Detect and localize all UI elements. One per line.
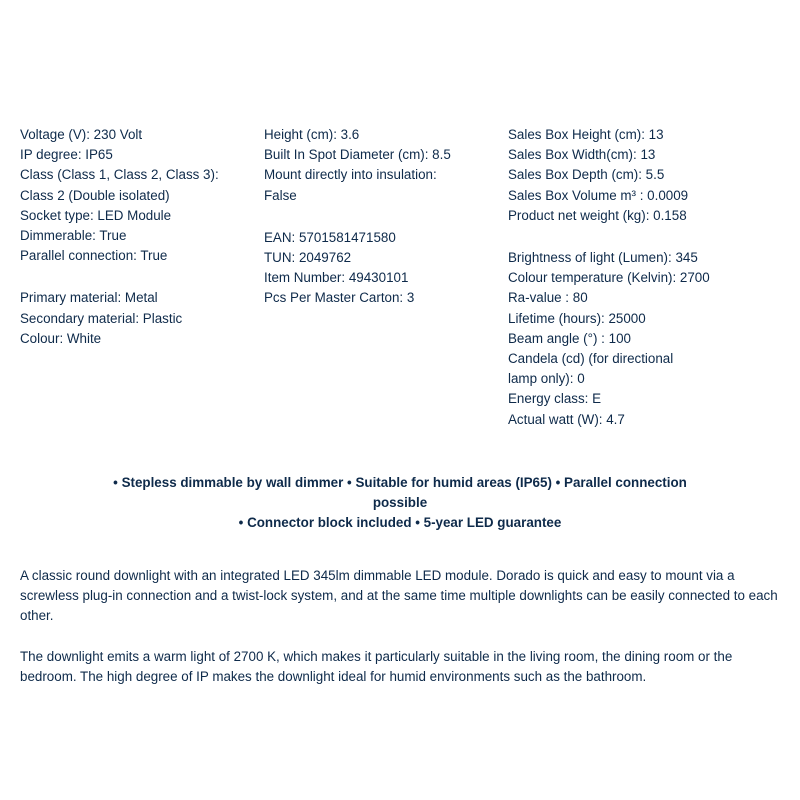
spec-box-volume: Sales Box Volume m³ : 0.0009: [508, 187, 689, 203]
spec-spacer: [20, 266, 219, 288]
spec-column-electrical: [20, 125, 219, 349]
spec-voltage: Voltage (V): 230 Volt: [20, 127, 143, 142]
spec-spot-diameter: Built In Spot Diameter (cm): 8.5: [264, 147, 451, 163]
description-paragraph: A classic round downlight with an integrated LED 345lm dimmable LED module. Dorado is quick and easy to mount via a screwless plug-in connection and a twist-lock system, and at the same time multiple downlights can be easily connected to each other.: [20, 568, 778, 624]
spec-ip-degree: IP degree: IP65: [20, 147, 113, 163]
spec-pcs-per-carton: Pcs Per Master Carton: 3: [264, 290, 415, 306]
spec-secondary-material: Secondary material: Plastic: [20, 310, 183, 326]
spec-parallel-connection: Parallel connection: True: [20, 248, 168, 264]
feature-line: possible: [372, 495, 428, 511]
spec-colour-temperature: Colour temperature (Kelvin): 2700: [508, 270, 710, 286]
spec-class-value: Class 2 (Double isolated): [20, 187, 170, 203]
spec-ean: EAN: 5701581471580: [264, 229, 396, 245]
spec-spacer: [508, 226, 710, 248]
spec-lifetime: Lifetime (hours): 25000: [508, 310, 646, 326]
spec-height: Height (cm): 3.6: [264, 127, 360, 142]
spec-brightness: Brightness of light (Lumen): 345: [508, 250, 698, 266]
spec-spacer: [264, 206, 451, 228]
spec-energy-class: Energy class: E: [508, 391, 602, 407]
spec-box-depth: Sales Box Depth (cm): 5.5: [508, 167, 665, 183]
spec-ra-value: Ra-value : 80: [508, 290, 588, 306]
spec-box-width: Sales Box Width(cm): 13: [508, 147, 656, 163]
spec-beam-angle: Beam angle (°) : 100: [508, 330, 631, 346]
feature-line: • Stepless dimmable by wall dimmer • Suitable for humid areas (IP65) • Parallel connection: [113, 475, 687, 490]
spec-socket-type: Socket type: LED Module: [20, 207, 172, 223]
spec-net-weight: Product net weight (kg): 0.158: [508, 207, 687, 223]
spec-insulation-value: False: [264, 187, 297, 203]
spec-actual-watt: Actual watt (W): 4.7: [508, 411, 625, 427]
spec-candela-label: Candela (cd) (for directional: [508, 351, 674, 367]
spec-tun: TUN: 2049762: [264, 250, 352, 266]
spec-primary-material: Primary material: Metal: [20, 290, 158, 306]
spec-dimmerable: Dimmerable: True: [20, 228, 127, 244]
spec-column-packaging-light: [508, 125, 710, 430]
feature-highlights: [80, 473, 720, 534]
spec-candela-value: lamp only): 0: [508, 371, 585, 387]
spec-column-dimensions: [264, 125, 451, 309]
spec-box-height: Sales Box Height (cm): 13: [508, 127, 664, 142]
spec-class-label: Class (Class 1, Class 2, Class 3):: [20, 167, 219, 183]
feature-line: • Connector block included • 5-year LED guarantee: [238, 515, 562, 531]
spec-item-number: Item Number: 49430101: [264, 270, 409, 286]
spec-colour: Colour: White: [20, 330, 102, 346]
spec-insulation-label: Mount directly into insulation:: [264, 167, 437, 183]
description-paragraph: The downlight emits a warm light of 2700 K, which makes it particularly suitable in the living room, the dining room or the bedroom. The high degree of IP makes the downlight ideal for humid environments such as the bathroom.: [20, 649, 733, 685]
